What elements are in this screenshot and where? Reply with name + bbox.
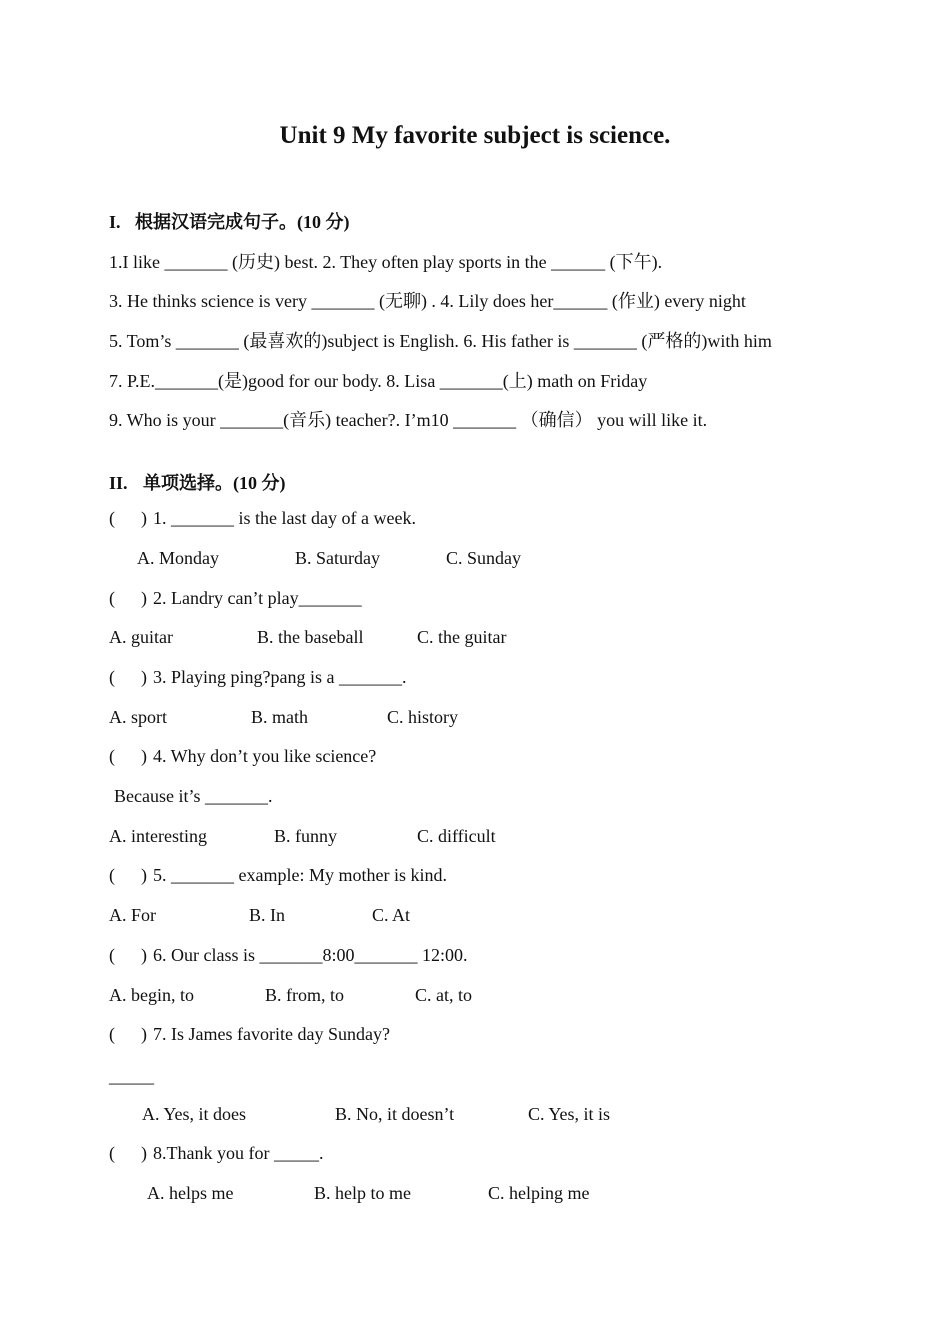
question-4 [109,746,376,767]
question-5-text: 5. _______ example: My mother is kind. [153,865,447,885]
answer-blank: ( ) [109,865,147,885]
question-1-option-c: C. Sunday [446,548,522,568]
question-2-option-b: B. the baseball [257,627,364,647]
question-4-option-b: B. funny [274,826,337,846]
section-2-title: 单项选择。(10 分) [143,473,286,493]
answer-blank: ( ) [109,945,147,965]
section-1-title: 根据汉语完成句子。(10 分) [135,212,350,232]
question-7-text: 7. Is James favorite day Sunday? [153,1024,390,1044]
question-3-option-c: C. history [387,707,459,727]
section-1-line-4: 7. P.E._______(是)good for our body. 8. Lisa _______(上) math on Friday [109,371,648,391]
section-2-number: II. [109,473,128,493]
question-3 [109,667,406,688]
question-2-option-c: C. the guitar [417,627,507,647]
question-1-option-a: A. Monday [137,548,219,568]
question-7-option-b: B. No, it doesn’t [335,1104,455,1124]
answer-blank: ( ) [109,667,147,687]
question-6-text: 6. Our class is _______8:00_______ 12:00. [153,945,468,965]
section-1-line-1: 1.I like _______ (历史) best. 2. They often play sports in the ______ (下午). [109,252,663,272]
question-6-option-a: A. begin, to [109,985,194,1005]
section-1-line-5: 9. Who is your _______(音乐) teacher?. I’m10 _______ （确信） you will like it. [109,410,708,430]
section-1-line-3: 5. Tom’s _______ (最喜欢的)subject is English. 6. His father is _______ (严格的)with him [109,331,772,351]
question-7 [109,1024,390,1045]
question-2 [109,588,362,609]
question-2-text: 2. Landry can’t play_______ [153,588,362,608]
question-5-option-c: C. At [372,905,411,925]
question-3-text: 3. Playing ping?pang is a _______. [153,667,407,687]
question-3-option-a: A. sport [109,707,167,727]
question-3-option-b: B. math [251,707,308,727]
question-1-text: 1. _______ is the last day of a week. [153,508,416,528]
section-1-number: I. [109,212,121,232]
answer-blank: ( ) [109,508,147,528]
question-4-followup: Because it’s _______. [114,786,273,806]
question-7-answer-blank: _____ [109,1066,154,1086]
answer-blank: ( ) [109,746,147,766]
question-5 [109,865,447,886]
question-4-text: 4. Why don’t you like science? [153,746,377,766]
section-1-line-2: 3. He thinks science is very _______ (无聊) . 4. Lily does her______ (作业) every night [109,291,746,311]
question-8-option-c: C. helping me [488,1183,590,1203]
question-8-text: 8.Thank you for _____. [153,1143,324,1163]
question-6-option-b: B. from, to [265,985,344,1005]
question-1 [109,508,416,529]
question-8 [109,1143,323,1164]
question-8-option-b: B. help to me [314,1183,411,1203]
answer-blank: ( ) [109,1143,147,1163]
question-6 [109,945,468,966]
question-6-option-c: C. at, to [415,985,472,1005]
question-1-option-b: B. Saturday [295,548,380,568]
question-5-option-b: B. In [249,905,285,925]
question-7-option-a: A. Yes, it does [142,1104,247,1124]
question-4-option-a: A. interesting [109,826,207,846]
answer-blank: ( ) [109,1024,147,1044]
answer-blank: ( ) [109,588,147,608]
page-title: Unit 9 My favorite subject is science. [279,122,671,149]
question-8-option-a: A. helps me [147,1183,234,1203]
section-2-heading [109,469,286,495]
question-7-option-c: C. Yes, it is [528,1104,611,1124]
question-4-option-c: C. difficult [417,826,496,846]
question-2-option-a: A. guitar [109,627,173,647]
section-1-heading [109,208,350,234]
question-5-option-a: A. For [109,905,157,925]
